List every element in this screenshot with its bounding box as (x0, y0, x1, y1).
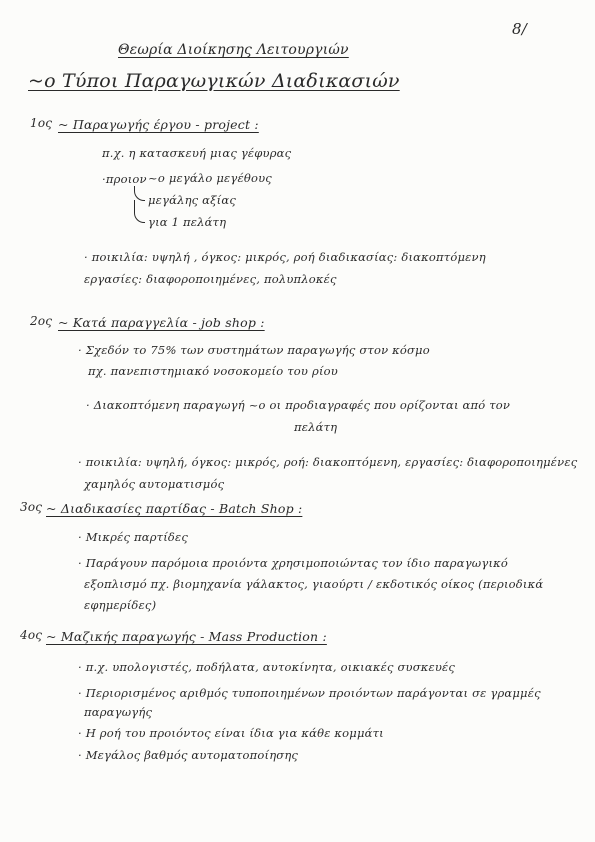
section-1-line: ·προιον (102, 172, 147, 186)
section-4-line: · Περιορισμένος αριθμός τυποποιημένων προιόντων παράγονται σε γραμμές (78, 686, 541, 700)
section-4-line: · Η ροή του προιόντος είναι ίδια για κάθε κομμάτι (78, 726, 384, 740)
section-3-number: 3ος (20, 500, 43, 514)
section-2-line: · ποικιλία: υψηλή, όγκος: μικρός, ροή: διακοπτόμενη, εργασίες: διαφοροποιημένες (78, 455, 578, 469)
section-2-number: 2ος (30, 314, 53, 328)
section-2-line: · Διακοπτόμενη παραγωγή ~ο οι προδιαγραφές που ορίζονται από τον (86, 398, 511, 412)
section-2-line: χαμηλός αυτοματισμός (84, 477, 225, 491)
section-1-line: · ποικιλία: υψηλή , όγκος: μικρός, ροή διαδικασίας: διακοπτόμενη (84, 250, 486, 264)
section-2-line: · Σχεδόν το 75% των συστημάτων παραγωγής στον κόσμο (78, 343, 430, 357)
section-1-line: μεγάλης αξίας (148, 193, 236, 207)
section-3-heading: ~ Διαδικασίες παρτίδας - Batch Shop : (46, 501, 303, 516)
section-4-line: · Μεγάλος βαθμός αυτοματοποίησης (78, 748, 299, 762)
section-3-line: εξοπλισμό πχ. βιομηχανία γάλακτος, γιαούρτι / εκδοτικός οίκος (περιοδικά (84, 577, 544, 591)
section-1-heading: ~ Παραγωγής έργου - project : (58, 117, 259, 132)
section-1-number: 1ος (30, 116, 53, 130)
section-2-heading: ~ Κατά παραγγελία - job shop : (58, 315, 265, 330)
section-1-line: π.χ. η κατασκευή μιας γέφυρας (102, 146, 292, 160)
section-2-line: πχ. πανεπιστημιακό νοσοκομείο του ρίου (88, 364, 338, 378)
section-4-heading: ~ Μαζικής παραγωγής - Mass Production : (46, 629, 327, 644)
section-4-number: 4ος (20, 628, 43, 642)
section-2-line: πελάτη (294, 420, 338, 434)
section-4-line: · π.χ. υπολογιστές, ποδήλατα, αυτοκίνητα, οικιακές συσκευές (78, 660, 456, 674)
section-3-line: · Παράγουν παρόμοια προιόντα χρησιμοποιώντας τον ίδιο παραγωγικό (78, 556, 509, 570)
section-4-line: παραγωγής (84, 705, 153, 719)
bracket-line (134, 200, 145, 223)
section-1-line: εργασίες: διαφοροποιημένες, πολυπλοκές (84, 272, 337, 286)
section-1-line: ~ο μεγάλο μεγέθους (148, 171, 272, 185)
section-1-line: για 1 πελάτη (148, 215, 227, 229)
page-title: ~ο Τύποι Παραγωγικών Διαδικασιών (28, 70, 400, 92)
section-3-line: εφημερίδες) (84, 598, 157, 612)
page-header: Θεωρία Διοίκησης Λειτουργιών (118, 42, 349, 58)
bracket-line (134, 186, 145, 201)
page-number: 8/ (512, 20, 527, 38)
section-3-line: · Μικρές παρτίδες (78, 530, 189, 544)
